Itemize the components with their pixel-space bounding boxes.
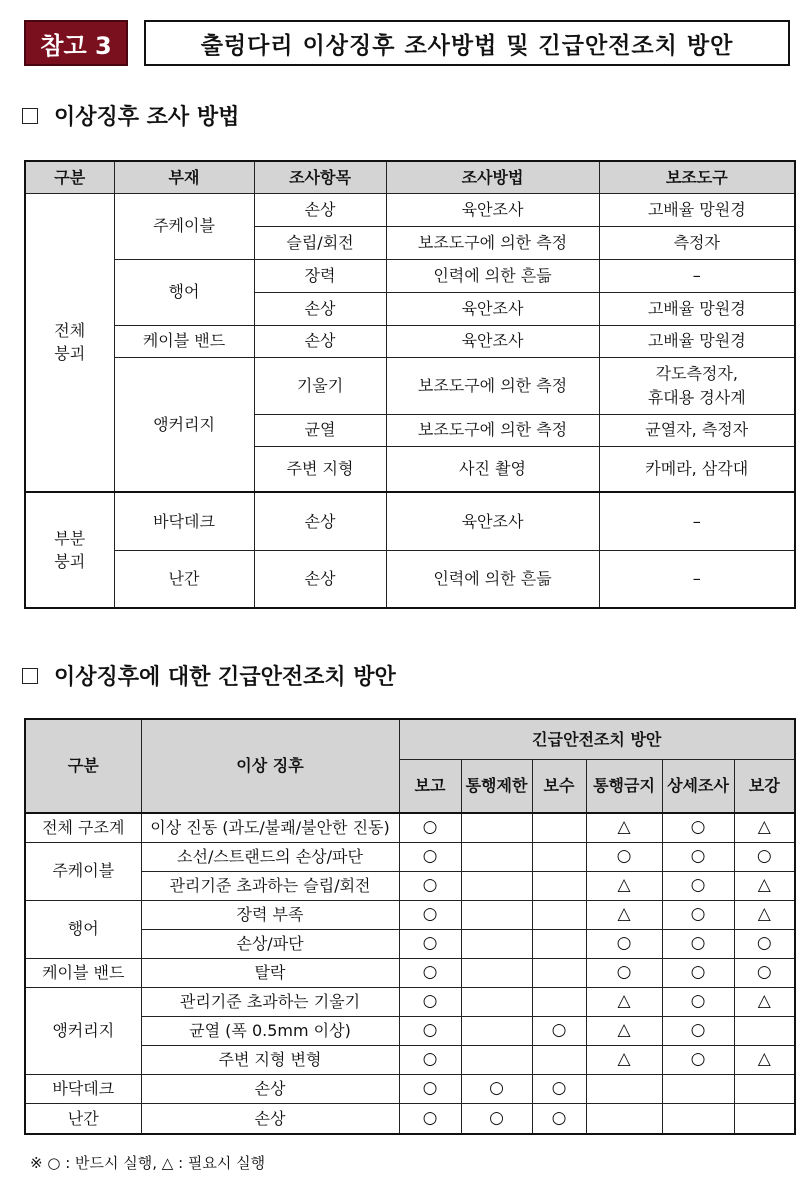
group-cell: 전체 구조계	[25, 813, 141, 842]
symptom-cell: 손상	[141, 1074, 399, 1103]
measure-header: 상세조사	[662, 759, 734, 813]
mark-cell: ○	[662, 987, 734, 1016]
group-cell: 전체 붕괴	[25, 193, 114, 492]
item-cell: 장력	[254, 259, 386, 292]
item-cell: 손상	[254, 550, 386, 608]
col-header: 구분	[25, 719, 141, 813]
mark-cell: ○	[399, 900, 461, 929]
table-row	[25, 1016, 795, 1045]
tool-cell: 각도측정자, 휴대용 경사계	[599, 357, 795, 414]
section2-title: 이상징후에 대한 긴급안전조치 방안	[54, 665, 396, 690]
table-row	[25, 871, 795, 900]
table-row	[25, 1103, 795, 1134]
symptom-cell: 소선/스트랜드의 손상/파단	[141, 842, 399, 871]
section1-heading	[22, 100, 239, 131]
col-header: 부재	[114, 161, 254, 193]
mark-cell	[532, 871, 586, 900]
mark-cell: ○	[399, 842, 461, 871]
symptom-cell: 주변 지형 변형	[141, 1045, 399, 1074]
tool-cell: 측정자	[599, 226, 795, 259]
mark-cell	[461, 871, 532, 900]
table-row	[25, 259, 795, 292]
item-cell: 손상	[254, 492, 386, 550]
group-cell: 바닥데크	[25, 1074, 141, 1103]
mark-cell: ○	[532, 1103, 586, 1134]
member-cell: 케이블 밴드	[114, 325, 254, 357]
tool-cell: –	[599, 550, 795, 608]
mark-cell: △	[734, 871, 795, 900]
mark-cell	[532, 1045, 586, 1074]
tool-cell: 고배율 망원경	[599, 292, 795, 325]
measure-header: 통행제한	[461, 759, 532, 813]
table-row	[25, 900, 795, 929]
mark-cell	[734, 1016, 795, 1045]
table-header-row	[25, 719, 795, 759]
mark-cell	[532, 987, 586, 1016]
mark-cell	[461, 987, 532, 1016]
mark-cell	[532, 900, 586, 929]
inspection-table	[24, 160, 796, 609]
mark-cell: ○	[662, 1016, 734, 1045]
table-row	[25, 1045, 795, 1074]
table-row	[25, 958, 795, 987]
table-row	[25, 929, 795, 958]
mark-cell: △	[586, 987, 662, 1016]
mark-cell: ○	[662, 958, 734, 987]
table-row	[25, 193, 795, 226]
table-row	[25, 1074, 795, 1103]
mark-cell: ○	[734, 842, 795, 871]
measure-header: 보고	[399, 759, 461, 813]
measure-header: 보수	[532, 759, 586, 813]
symptom-cell: 관리기준 초과하는 기울기	[141, 987, 399, 1016]
mark-cell: ○	[662, 900, 734, 929]
mark-cell	[461, 929, 532, 958]
col-header: 조사항목	[254, 161, 386, 193]
symptom-cell: 균열 (폭 0.5mm 이상)	[141, 1016, 399, 1045]
tool-cell: 고배율 망원경	[599, 325, 795, 357]
tool-cell: –	[599, 492, 795, 550]
table-row	[25, 813, 795, 842]
group-cell: 앵커리지	[25, 987, 141, 1074]
method-cell: 사진 촬영	[386, 446, 599, 492]
symptom-cell: 장력 부족	[141, 900, 399, 929]
member-cell: 주케이블	[114, 193, 254, 259]
method-cell: 보조도구에 의한 측정	[386, 357, 599, 414]
col-header: 긴급안전조치 방안	[399, 719, 795, 759]
mark-cell: △	[586, 813, 662, 842]
symptom-cell: 탈락	[141, 958, 399, 987]
mark-cell: ○	[399, 813, 461, 842]
mark-cell	[532, 813, 586, 842]
mark-cell: ○	[586, 842, 662, 871]
col-header: 이상 징후	[141, 719, 399, 813]
symptom-cell: 이상 진동 (과도/불쾌/불안한 진동)	[141, 813, 399, 842]
table-row	[25, 325, 795, 357]
tool-cell: 균열자, 측정자	[599, 414, 795, 446]
mark-cell	[461, 842, 532, 871]
section2-heading	[22, 660, 396, 691]
mark-cell: △	[586, 871, 662, 900]
mark-cell: △	[586, 1016, 662, 1045]
mark-cell: △	[586, 900, 662, 929]
mark-cell: ○	[734, 929, 795, 958]
mark-cell	[461, 900, 532, 929]
item-cell: 슬립/회전	[254, 226, 386, 259]
method-cell: 보조도구에 의한 측정	[386, 414, 599, 446]
mark-cell	[461, 813, 532, 842]
mark-cell: ○	[662, 871, 734, 900]
mark-cell: ○	[586, 958, 662, 987]
mark-cell: △	[734, 1045, 795, 1074]
mark-cell	[461, 1045, 532, 1074]
measure-header: 보강	[734, 759, 795, 813]
col-header: 구분	[25, 161, 114, 193]
member-cell: 난간	[114, 550, 254, 608]
method-cell: 육안조사	[386, 193, 599, 226]
method-cell: 육안조사	[386, 292, 599, 325]
method-cell: 보조도구에 의한 측정	[386, 226, 599, 259]
mark-cell: ○	[399, 929, 461, 958]
item-cell: 기울기	[254, 357, 386, 414]
group-cell: 주케이블	[25, 842, 141, 900]
reference-badge: 참고 3	[24, 20, 128, 66]
method-cell: 인력에 의한 흔듦	[386, 259, 599, 292]
group-cell: 케이블 밴드	[25, 958, 141, 987]
col-header: 보조도구	[599, 161, 795, 193]
method-cell: 인력에 의한 흔듦	[386, 550, 599, 608]
member-cell: 바닥데크	[114, 492, 254, 550]
item-cell: 주변 지형	[254, 446, 386, 492]
mark-cell	[532, 842, 586, 871]
tool-cell: –	[599, 259, 795, 292]
item-cell: 손상	[254, 292, 386, 325]
item-cell: 균열	[254, 414, 386, 446]
method-cell: 육안조사	[386, 492, 599, 550]
table-row	[25, 550, 795, 608]
mark-cell: ○	[532, 1074, 586, 1103]
mark-cell: ○	[399, 871, 461, 900]
table-header-row	[25, 161, 795, 193]
mark-cell: ○	[662, 813, 734, 842]
mark-cell	[586, 1103, 662, 1134]
symptom-cell: 손상	[141, 1103, 399, 1134]
method-cell: 육안조사	[386, 325, 599, 357]
mark-cell: ○	[399, 958, 461, 987]
symptom-cell: 손상/파단	[141, 929, 399, 958]
table-row	[25, 492, 795, 550]
mark-cell: △	[734, 813, 795, 842]
mark-cell: ○	[399, 1103, 461, 1134]
tool-cell: 고배율 망원경	[599, 193, 795, 226]
checkbox-square-icon	[22, 108, 38, 124]
footnote: ※ ○ : 반드시 실행, △ : 필요시 실행	[30, 1154, 266, 1172]
mark-cell	[461, 958, 532, 987]
mark-cell: △	[586, 1045, 662, 1074]
mark-cell: ○	[399, 1045, 461, 1074]
emergency-measures-table	[24, 718, 796, 1135]
item-cell: 손상	[254, 325, 386, 357]
item-cell: 손상	[254, 193, 386, 226]
mark-cell: ○	[734, 958, 795, 987]
mark-cell: ○	[662, 842, 734, 871]
mark-cell: ○	[586, 929, 662, 958]
member-cell: 행어	[114, 259, 254, 325]
tool-cell: 카메라, 삼각대	[599, 446, 795, 492]
mark-cell: ○	[399, 987, 461, 1016]
mark-cell: ○	[662, 1045, 734, 1074]
col-header: 조사방법	[386, 161, 599, 193]
mark-cell	[532, 929, 586, 958]
mark-cell: ○	[532, 1016, 586, 1045]
mark-cell: △	[734, 987, 795, 1016]
mark-cell	[586, 1074, 662, 1103]
table-row	[25, 357, 795, 414]
mark-cell: △	[734, 900, 795, 929]
symptom-cell: 관리기준 초과하는 슬립/회전	[141, 871, 399, 900]
mark-cell	[532, 958, 586, 987]
checkbox-square-icon	[22, 668, 38, 684]
measure-header: 통행금지	[586, 759, 662, 813]
table-row	[25, 842, 795, 871]
mark-cell: ○	[461, 1074, 532, 1103]
mark-cell	[461, 1016, 532, 1045]
group-cell: 행어	[25, 900, 141, 958]
mark-cell: ○	[662, 929, 734, 958]
mark-cell: ○	[399, 1074, 461, 1103]
mark-cell	[734, 1103, 795, 1134]
section1-title: 이상징후 조사 방법	[54, 105, 240, 130]
header	[24, 20, 790, 66]
group-cell: 난간	[25, 1103, 141, 1134]
page-title: 출렁다리 이상징후 조사방법 및 긴급안전조치 방안	[144, 20, 790, 66]
mark-cell	[734, 1074, 795, 1103]
mark-cell	[662, 1103, 734, 1134]
member-cell: 앵커리지	[114, 357, 254, 492]
mark-cell: ○	[461, 1103, 532, 1134]
group-cell: 부분 붕괴	[25, 492, 114, 608]
mark-cell: ○	[399, 1016, 461, 1045]
table-row	[25, 987, 795, 1016]
mark-cell	[662, 1074, 734, 1103]
